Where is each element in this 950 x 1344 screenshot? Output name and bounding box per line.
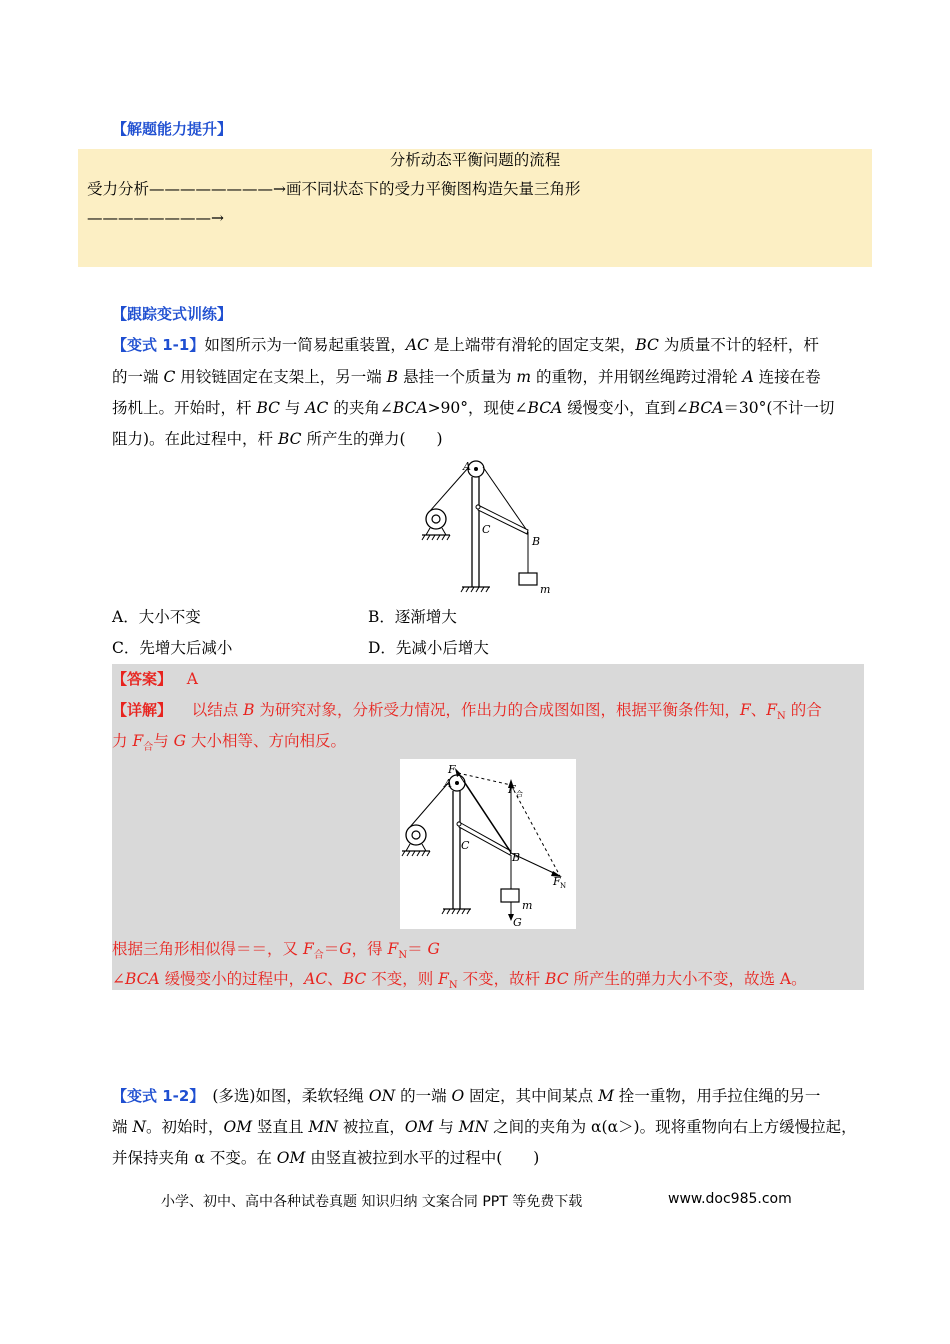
detail-line-4: ∠BCA 缓慢变小的过程中，AC、BC 不变，则 $F_N$ 不变，故杆 BC 所产生的弹力大小不变，故选 A。	[112, 970, 807, 992]
detail-line-3: 根据三角形相似得＝＝，又 $F_合=G$，得 $F_N= G$	[112, 940, 440, 962]
label-FN: F	[553, 875, 561, 888]
label-A: A	[463, 460, 471, 473]
detail-tag: 【详解】	[112, 701, 173, 719]
label-C: C	[461, 839, 470, 852]
process-line-1: 受力分析————————→画不同状态下的受力平衡图构造矢量三角形	[87, 180, 581, 198]
answer-value: A	[186, 670, 198, 688]
answer-line	[112, 664, 198, 694]
process-line-2: ————————→	[87, 209, 224, 227]
footer-url[interactable]: www.doc985.com	[668, 1191, 792, 1207]
question-1-line-1: 【变式 1-1】如图所示为一简易起重装置，AC 是上端带有滑轮的固定支架，BC 为质量不计的轻杆，杆	[112, 336, 819, 354]
label-C: C	[482, 523, 491, 536]
force-diagram-figure	[400, 759, 576, 929]
option-b: B．逐渐增大	[368, 608, 457, 626]
label-A: A	[444, 777, 452, 790]
question-1-line-3: 扬机上。开始时，杆 BC 与 AC 的夹角∠BCA>90°，现使∠BCA 缓慢变小，直到∠BCA＝30°(不计一切	[112, 399, 835, 417]
label-B: B	[532, 535, 541, 548]
option-d: D．先减小后增大	[368, 639, 489, 657]
question-1-tag: 【变式 1-1】	[112, 336, 205, 354]
process-box	[78, 149, 872, 267]
label-F: F	[448, 763, 456, 776]
label-FN-sub: N	[560, 882, 567, 890]
process-box-title: 分析动态平衡问题的流程	[389, 151, 561, 169]
question-2-line-1: 【变式 1-2】 (多选)如图，柔软轻绳 ON 的一端 O 固定，其中间某点 M 拴一重物，用手拉住绳的另一	[112, 1087, 821, 1105]
answer-box	[112, 664, 864, 990]
crane-figure	[418, 455, 558, 597]
section-heading-ability: 【解题能力提升】	[112, 120, 233, 138]
option-a: A．大小不变	[112, 608, 201, 626]
question-2-line-3: 并保持夹角 α 不变。在 OM 由竖直被拉到水平的过程中( )	[112, 1149, 540, 1167]
question-1-line-4: 阻力)。在此过程中，杆 BC 所产生的弹力( )	[112, 430, 443, 448]
option-c: C．先增大后减小	[112, 639, 233, 657]
label-F-he-sub: 合	[516, 790, 523, 798]
section-heading-training: 【跟踪变式训练】	[112, 305, 233, 323]
answer-tag: 【答案】	[112, 670, 173, 688]
label-m: m	[522, 899, 533, 912]
label-B: B	[512, 851, 521, 864]
label-F-he: F	[508, 783, 516, 796]
detail-line-1: 【详解】 以结点 B 为研究对象，分析受力情况，作出力的合成图如图，根据平衡条件知，F、$F_N$ 的合	[112, 701, 822, 723]
detail-line-2: 力 $F_合$与 G 大小相等、方向相反。	[112, 732, 346, 754]
label-m: m	[540, 583, 551, 596]
question-2-tag: 【变式 1-2】	[112, 1087, 197, 1105]
label-G: G	[513, 916, 522, 929]
footer-text: 小学、初中、高中各种试卷真题 知识归纳 文案合同 PPT 等免费下载	[161, 1194, 583, 1210]
question-1-line-2: 的一端 C 用铰链固定在支架上，另一端 B 悬挂一个质量为 m 的重物，并用钢丝绳跨过滑轮 A 连接在卷	[112, 368, 821, 386]
question-2-line-2: 端 N。初始时，OM 竖直且 MN 被拉直，OM 与 MN 之间的夹角为 α(α＞)。现将重物向右上方缓慢拉起，	[112, 1118, 857, 1136]
